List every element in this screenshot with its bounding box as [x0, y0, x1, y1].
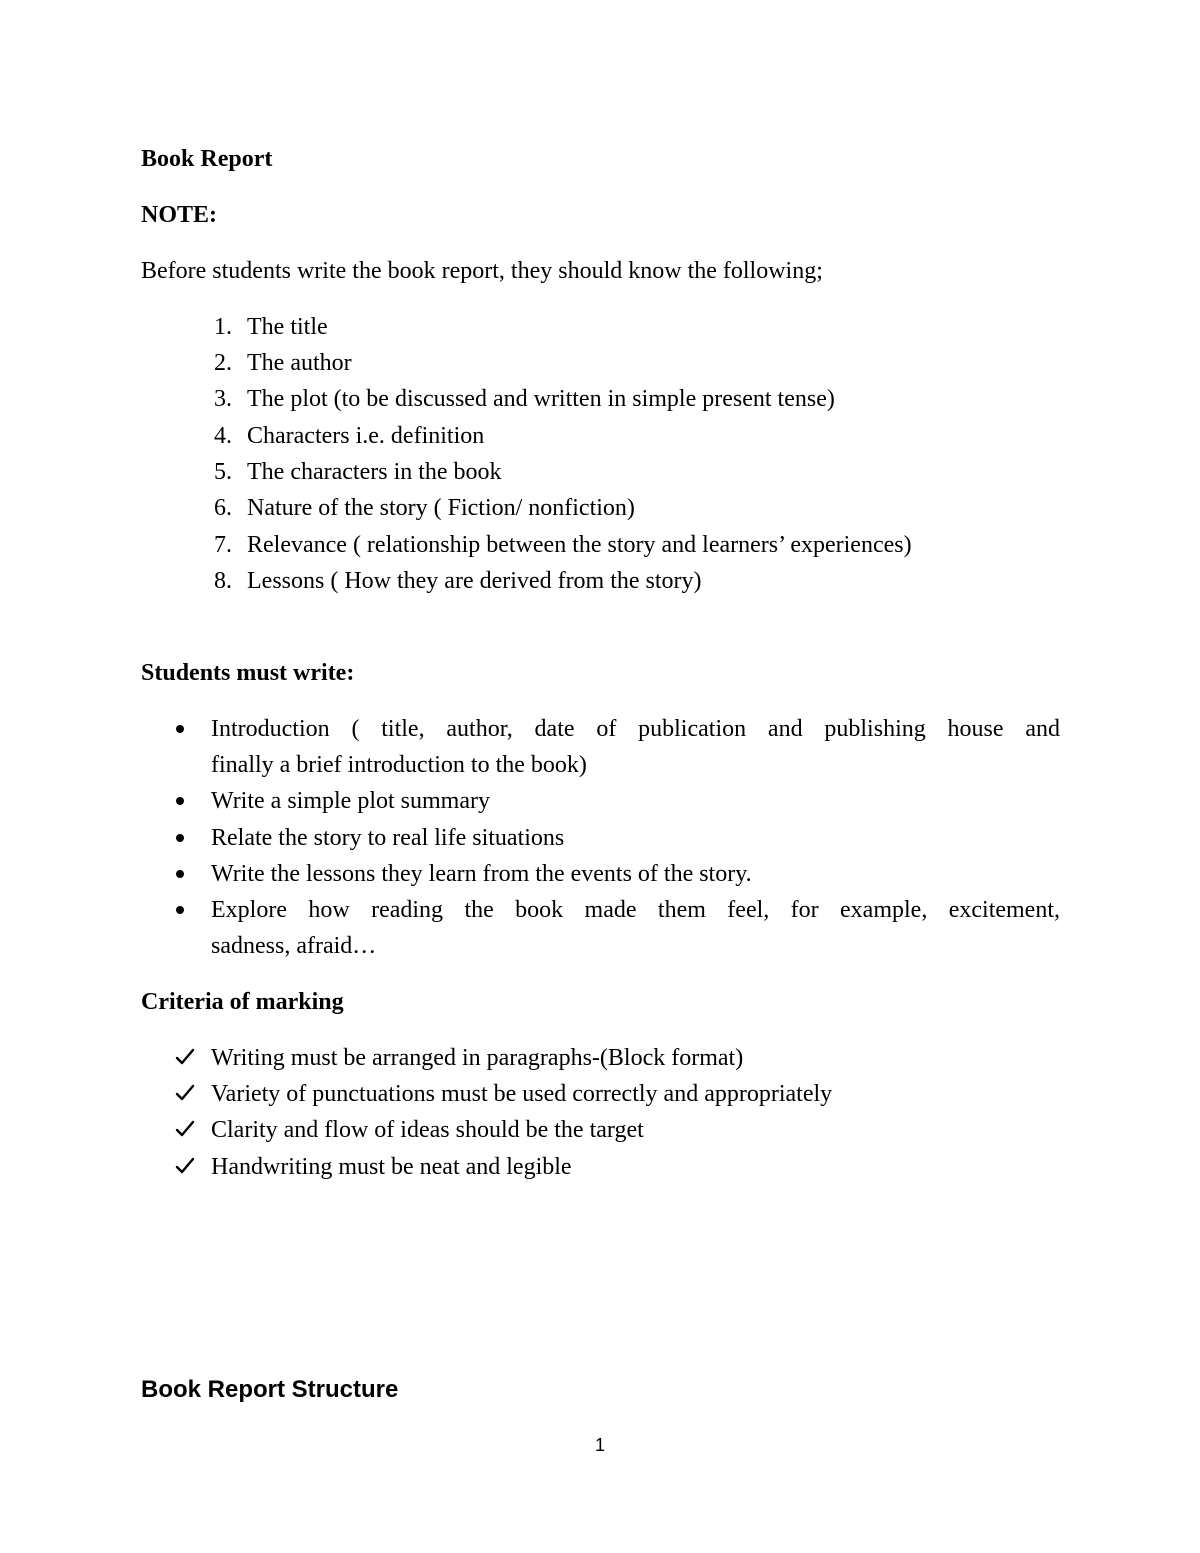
- note-label: NOTE:: [141, 202, 218, 228]
- list-item: The title: [247, 314, 328, 340]
- list-number: 6.: [214, 495, 232, 521]
- list-item-continuation: sadness, afraid…: [211, 933, 377, 959]
- checkmark-icon: [175, 1083, 195, 1103]
- list-item: Writing must be arranged in paragraphs-(Block format): [211, 1045, 744, 1071]
- list-number: 4.: [214, 423, 232, 449]
- document-title: Book Report: [141, 146, 273, 172]
- list-number: 2.: [214, 350, 232, 376]
- list-number: 7.: [214, 532, 232, 558]
- list-item: Relevance ( relationship between the story and learners’ experiences): [247, 532, 912, 558]
- list-item: Variety of punctuations must be used correctly and appropriately: [211, 1081, 833, 1107]
- list-number: 5.: [214, 459, 232, 485]
- list-item: Clarity and flow of ideas should be the target: [211, 1117, 644, 1143]
- list-item: Handwriting must be neat and legible: [211, 1154, 572, 1180]
- students-heading: Students must write:: [141, 660, 355, 686]
- checkmark-icon: [175, 1119, 195, 1139]
- list-item-continuation: finally a brief introduction to the book): [211, 752, 587, 778]
- bullet-icon: [176, 797, 184, 805]
- structure-heading: Book Report Structure: [141, 1376, 399, 1403]
- bullet-icon: [176, 725, 184, 733]
- list-item: Relate the story to real life situations: [211, 825, 565, 851]
- list-number: 8.: [214, 568, 232, 594]
- list-item: Introduction ( title, author, date of publication and publishing house and: [211, 716, 1060, 742]
- list-item: The author: [247, 350, 352, 376]
- list-item: The plot (to be discussed and written in simple present tense): [247, 386, 835, 412]
- list-number: 3.: [214, 386, 232, 412]
- list-number: 1.: [214, 314, 232, 340]
- bullet-icon: [176, 834, 184, 842]
- checkmark-icon: [175, 1047, 195, 1067]
- bullet-icon: [176, 906, 184, 914]
- list-item: The characters in the book: [247, 459, 502, 485]
- criteria-heading: Criteria of marking: [141, 989, 344, 1015]
- list-item: Write a simple plot summary: [211, 788, 490, 814]
- bullet-icon: [176, 870, 184, 878]
- intro-paragraph: Before students write the book report, they should know the following;: [141, 258, 823, 284]
- list-item: Characters i.e. definition: [247, 423, 485, 449]
- list-item: Explore how reading the book made them feel, for example, excitement,: [211, 897, 1060, 923]
- list-item: Write the lessons they learn from the events of the story.: [211, 861, 752, 887]
- checkmark-icon: [175, 1156, 195, 1176]
- list-item: Nature of the story ( Fiction/ nonfiction): [247, 495, 635, 521]
- page-number: 1: [594, 1435, 605, 1455]
- list-item: Lessons ( How they are derived from the story): [247, 568, 702, 594]
